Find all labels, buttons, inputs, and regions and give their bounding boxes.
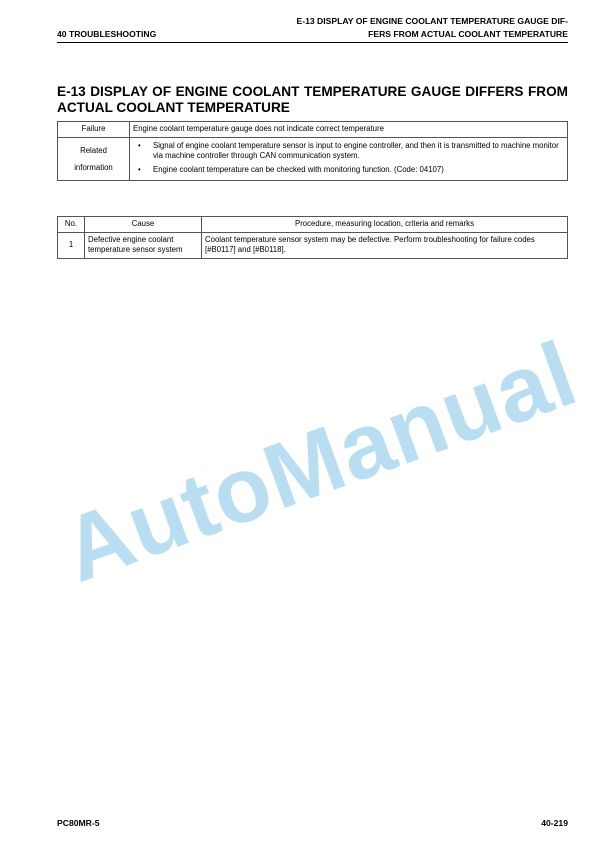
- header-rule: [57, 42, 568, 43]
- related-label: [58, 137, 130, 181]
- row-no: 1: [58, 232, 85, 258]
- page-title: E-13 DISPLAY OF ENGINE COOLANT TEMPERATURE GAUGE DIFFERS FROM ACTUAL COOLANT TEMPERATURE: [57, 84, 568, 115]
- row-cause: Defective engine coolant temperature sensor system: [85, 232, 202, 258]
- header-no: No.: [58, 217, 85, 233]
- cause-table-header: [58, 217, 568, 233]
- related-item: [133, 165, 564, 176]
- watermark: AutoManual: [50, 322, 590, 602]
- related-label-line2: information: [74, 162, 113, 172]
- bullet: •: [138, 140, 141, 150]
- table-row: [58, 232, 568, 258]
- info-table: [57, 121, 568, 181]
- footer-model: PC80MR-5: [57, 818, 100, 828]
- related-label-line1: Related: [80, 145, 107, 155]
- related-item-text: Engine coolant temperature can be checked with monitoring function. (Code: 04107): [153, 164, 444, 174]
- bullet: •: [138, 164, 141, 174]
- header-cause: Cause: [85, 217, 202, 233]
- cause-table: [57, 216, 568, 259]
- failure-label: Failure: [58, 122, 130, 138]
- failure-text: Engine coolant temperature gauge does not indicate correct temperature: [130, 122, 568, 138]
- header-procedure: Procedure, measuring location, criteria and remarks: [202, 217, 568, 233]
- related-list: [133, 141, 564, 176]
- related-text: [130, 137, 568, 181]
- header-section: 40 TROUBLESHOOTING: [57, 29, 157, 39]
- row-procedure: Coolant temperature sensor system may be defective. Perform troubleshooting for failure codes [#B0117] and [#B0118].: [202, 232, 568, 258]
- related-item: [133, 141, 564, 162]
- failure-row: [58, 122, 568, 138]
- related-item-text: Signal of engine coolant temperature sensor is input to engine controller, and then it is transmitted to machine monitor via machine controller through CAN communication system.: [153, 140, 559, 160]
- header-title-line2: FERS FROM ACTUAL COOLANT TEMPERATURE: [368, 29, 568, 39]
- header-title-line1: E-13 DISPLAY OF ENGINE COOLANT TEMPERATURE GAUGE DIF-: [296, 16, 568, 26]
- related-row: [58, 137, 568, 181]
- header-title: [228, 15, 568, 41]
- footer-page-number: 40-219: [541, 818, 568, 828]
